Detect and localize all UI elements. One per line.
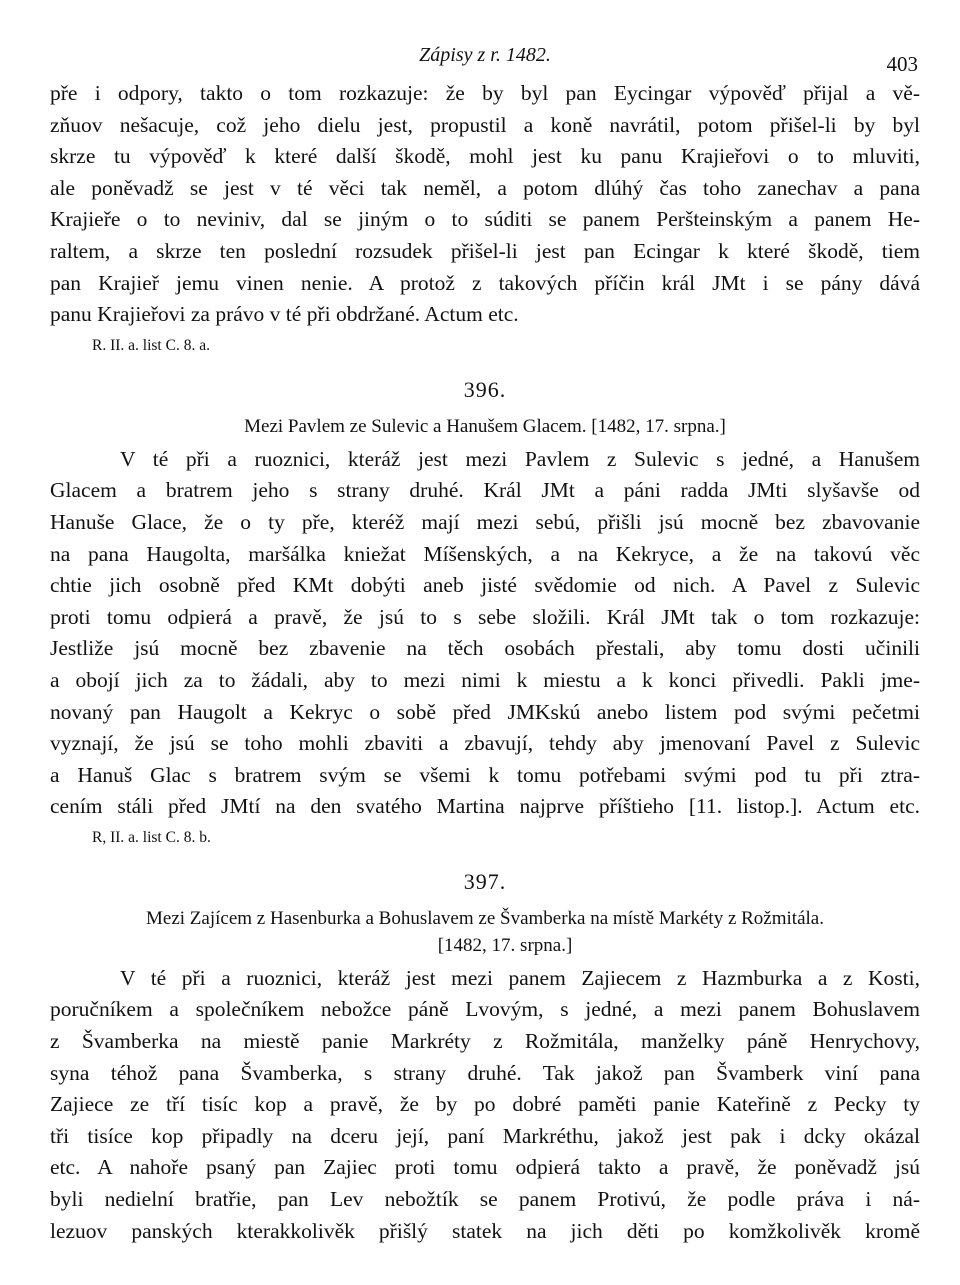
- text-line: na pana Haugolta, maršálka kniežat Míšenských, a na Kekryce, a že na takovú věc: [50, 541, 920, 566]
- text-line: a obojí jich za to žádali, aby to mezi nimi k miestu a k konci přivedli. Pakli jme-: [50, 667, 920, 692]
- text-line: panu Krajieřovi za právo v té při obdržané. Actum etc.: [50, 302, 519, 327]
- text-line: syna téhož pana Švamberka, s strany druhé. Tak jakož pan Švamberk viní pana: [50, 1060, 920, 1085]
- text-line: V té při a ruoznici, kteráž jest mezi panem Zajiecem z Hazmburka a z Kosti,: [120, 965, 920, 990]
- text-line: pan Krajieř jemu vinen nenie. A protož z takových příčin král JMt i se pány dává: [50, 270, 920, 295]
- text-line: novaný pan Haugolt a Kekryc o sobě před JMKskú anebo listem pod svými pečetmi: [50, 699, 920, 724]
- text-line: tři tisíce kop připadly na dceru její, paní Markréthu, jakož jest pak i dcky okázal: [50, 1123, 920, 1148]
- text-line: ale poněvadž se jest v té věci tak neměl, a potom dlúhý čas toho zanechav a pana: [50, 175, 920, 200]
- text-line: V té při a ruoznici, kteráž jest mezi Pavlem z Sulevic s jedné, a Hanušem: [120, 446, 920, 471]
- text-line: Krajieře o to neviniv, dal se jiným o to súditi se panem Peršteinským a panem He-: [50, 207, 920, 232]
- source-reference: R, II. a. list C. 8. b.: [92, 828, 211, 846]
- running-head: [50, 44, 920, 78]
- entry-heading: Mezi Pavlem ze Sulevic a Hanušem Glacem. [1482, 17. srpna.]: [244, 415, 726, 437]
- text-line: skrze tu výpověď k které další škodě, mohl jest ku panu Krajieřovi o to mluviti,: [50, 144, 920, 169]
- text-line: etc. A nahoře psaný pan Zajiec proti tomu odpierá takto a pravě, že poněvadž jsú: [50, 1155, 920, 1180]
- text-line: poručníkem a společníkem nebožce páně Lvovým, s jedné, a mezi panem Bohuslavem: [50, 997, 920, 1022]
- entry-number: 397.: [463, 868, 507, 894]
- continuation-text: [50, 78, 920, 359]
- text-line: Glacem a bratrem jeho s strany druhé. Král JMt a páni radda JMti slyšavše od: [50, 478, 920, 503]
- text-line: raltem, a skrze ten poslední rozsudek přišel-li jest pan Ecingar k které škodě, tiem: [50, 238, 920, 263]
- entry-number: 396.: [463, 376, 507, 402]
- running-title: Zápisy z r. 1482.: [419, 44, 551, 66]
- entry-heading: Mezi Zajícem z Hasenburka a Bohuslavem ze Švamberka na místě Markéty z Rožmitála.: [146, 907, 824, 929]
- text-line: byli nedielní bratřie, pan Lev nebožtík se panem Protivú, že podle práva i ná-: [50, 1187, 920, 1212]
- entry-heading-date: [1482, 17. srpna.]: [437, 934, 573, 956]
- text-line: lezuov panských kterakkolivěk přišlý statek na jich děti po komžkolivěk kromě: [50, 1218, 920, 1243]
- text-line: chtie jich osobně před KMt dobýti aneb jisté svědomie od nich. A Pavel z Sulevic: [50, 573, 920, 598]
- text-line: Zajiece ze tří tisíc kop a pravě, že by po dobré paměti panie Kateřině z Pecky ty: [50, 1092, 920, 1117]
- text-line: a Hanuš Glac s bratrem svým se všemi k tomu potřebami svými pod tu při ztra-: [50, 762, 920, 787]
- text-line: vyznají, že jsú se toho mohli zbaviti a zbavují, tehdy aby jmenovaní Pavel z Sulevic: [50, 731, 920, 756]
- text-line: pře i odpory, takto o tom rozkazuje: že by byl pan Eycingar výpověď přijal a vě-: [50, 81, 920, 105]
- text-line: proti tomu odpierá a pravě, že jsú to s sebe složili. Král JMt tak o tom rozkazuje:: [50, 604, 920, 629]
- text-line: cením stáli před JMtí na den svatého Martina najprve příštieho [11. listop.]. Actum etc.: [50, 794, 920, 819]
- text-line: zňuov nešacuje, což jeho dielu jest, propustil a koně navrátil, potom přišel-li by byl: [50, 112, 920, 137]
- source-reference: R. II. a. list C. 8. a.: [92, 336, 210, 354]
- entry-396: [50, 377, 920, 851]
- page-number: 403: [886, 52, 918, 76]
- entry-397: [50, 869, 920, 1247]
- text-line: Jestliže jsú mocně bez zbavenie na těch osobách přestali, aby tomu dosti učinili: [50, 636, 920, 661]
- book-page: [50, 44, 920, 1247]
- text-line: Hanuše Glace, že o ty pře, kteréž mají mezi sebú, přišli jsú mocně bez zbavovanie: [50, 509, 920, 534]
- text-line: z Švamberka na miestě panie Markréty z Rožmitála, manželky páně Henrychovy,: [50, 1029, 920, 1054]
